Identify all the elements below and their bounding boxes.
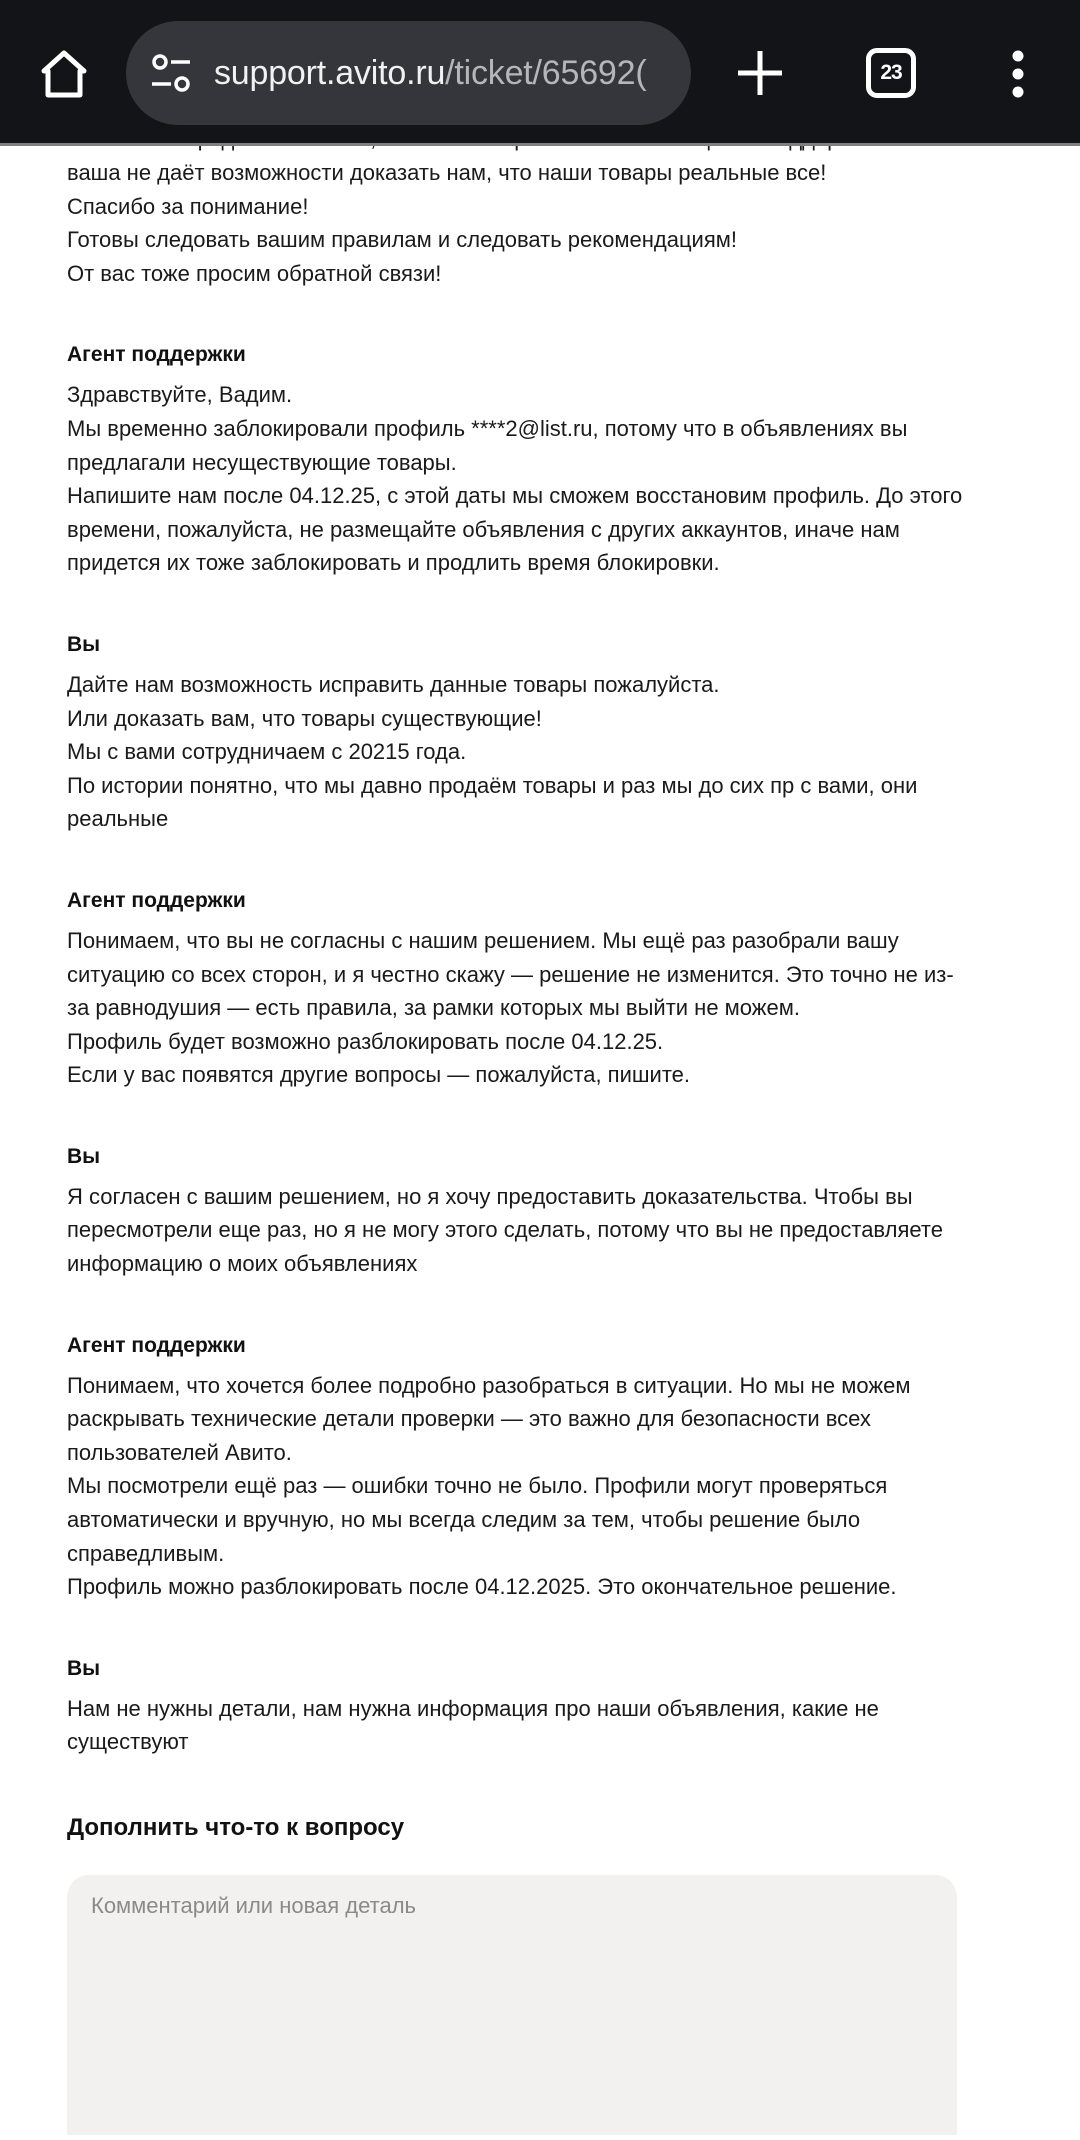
message-line: Готовы следовать вашим правилам и следовать рекомендациям! [67,227,738,253]
message-body [67,668,967,836]
message-author: Вы [67,1144,101,1168]
message-agent [67,886,967,1092]
message-paragraph: Если у вас появятся другие вопросы — пожалуйста, пишите. [67,1062,691,1088]
message-line: От вас тоже просим обратной связи! [67,260,442,286]
message-paragraph: Или доказать вам, что товары существующие! [67,705,542,731]
url-text[interactable] [214,54,674,93]
comment-input[interactable] [67,1875,957,2135]
message-author: Вы [67,1656,101,1680]
message-paragraph: Мы посмотрели ещё раз — ошибки точно не было. Профили могут проверяться автоматически и вручную, но мы всегда следим за тем, чтобы решение было справедливым. [67,1473,888,1566]
message-paragraph: Мы временно заблокировали профиль ****2@list.ru, потому что в объявлениях вы предлагали несуществующие товары. [67,415,908,475]
message-paragraph: Нам не нужны детали, нам нужна информация про наши объявления, какие не существуют [67,1695,879,1755]
ticket-conversation [67,122,967,2140]
message-author: Вы [67,632,101,656]
message-author: Агент поддержки [67,888,246,912]
message-user [67,1654,967,1759]
message-user [67,1142,967,1281]
url-path: /ticket/65692( [445,53,647,92]
message-paragraph: Понимаем, что вы не согласны с нашим решением. Мы ещё раз разобрали вашу ситуацию со всех сторон, и я честно скажу — решение не изменится. Это точно не из-за равнодушия — есть правила, за рамки которых мы выйти не можем. [67,927,954,1021]
browser-toolbar [0,0,1080,146]
address-bar[interactable] [126,21,691,125]
add-comment-title: Дополнить что-то к вопросу [67,1814,405,1841]
message-paragraph: Дайте нам возможность исправить данные товары пожалуйста. [67,671,720,697]
message-author: Агент поддержки [67,343,246,367]
message-author: Агент поддержки [67,1333,246,1357]
message-paragraph: Понимаем, что хочется более подробно разобраться в ситуации. Но мы не можем раскрывать технические детали проверки — это важно для безопасности всех пользователей Авито. [67,1372,911,1465]
message-body [67,924,967,1092]
message-paragraph: Мы с вами сотрудничаем с 20215 года. [67,739,467,765]
message-paragraph: Профиль можно разблокировать после 04.12.2025. Это окончательное решение. [67,1574,897,1600]
message-body [67,378,967,580]
message-paragraph: Напишите нам после 04.12.25, с этой даты мы сможем восстановим профиль. До этого времени, пожалуйста, не размещайте объявления с других аккаунтов, иначе нам придется их тоже заблокировать и продлить время блокировки. [67,483,963,576]
add-comment-section [67,1811,967,2140]
message-body [67,1180,967,1281]
message-line: Спасибо за понимание! [67,193,309,219]
message-body [67,1692,967,1759]
first-message-tail [67,122,967,290]
home-button[interactable] [32,44,96,104]
message-agent [67,1331,967,1604]
message-paragraph: По истории понятно, что мы давно продаём товары и раз мы до сих пр с вами, они реальные [67,772,918,832]
new-tab-button[interactable] [730,40,790,106]
more-menu-button[interactable] [998,44,1038,104]
tune-icon[interactable] [148,50,194,96]
message-paragraph: Здравствуйте, Вадим. [67,382,293,408]
message-paragraph: Я согласен с вашим решением, но я хочу предоставить доказательства. Чтобы вы пересмотрели еще раз, но я не могу этого сделать, потому что вы не предоставляете информацию о моих объявлениях [67,1183,943,1277]
tab-count: 23 [880,61,902,84]
home-icon [40,49,88,99]
message-line: ваша не даёт возможности доказать нам, что наши товары реальные все! [67,160,827,185]
message-user [67,630,967,836]
plus-icon [736,49,784,97]
more-vert-icon [1011,49,1025,99]
message-agent [67,340,967,580]
message-body [67,1369,967,1604]
url-domain: support.avito.ru [214,53,446,92]
tab-switcher-button[interactable] [866,48,916,98]
message-paragraph: Профиль будет возможно разблокировать после 04.12.25. [67,1028,664,1054]
